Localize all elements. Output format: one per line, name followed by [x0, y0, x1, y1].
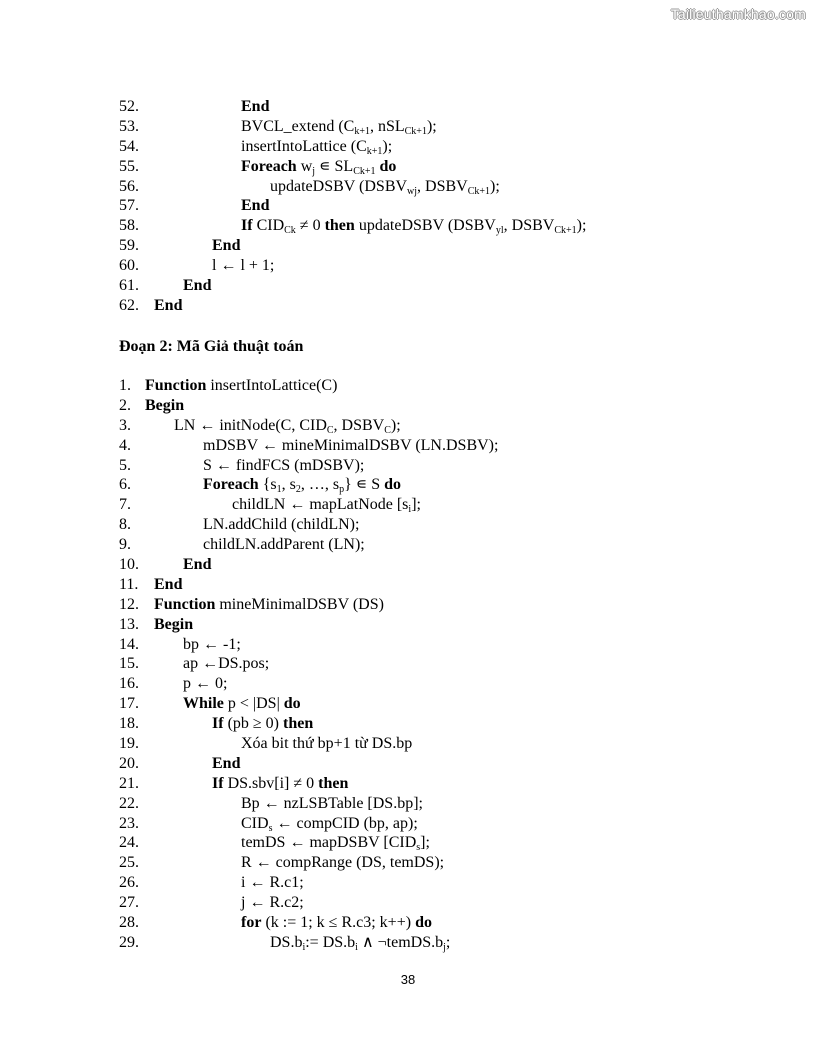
code-text [183, 654, 269, 674]
code-line [0, 694, 816, 714]
code-fragment: {s [258, 476, 277, 494]
code-fragment: childLN.addParent (LN); [203, 536, 365, 554]
code-fragment: mDSBV ← mineMinimalDSBV (LN.DSBV); [203, 436, 499, 454]
keyword: Function [145, 377, 207, 394]
keyword: End [154, 575, 183, 593]
subscript: 2 [295, 484, 301, 496]
line-number: 5. [119, 456, 131, 474]
code-fragment: j ← R.c2; [241, 894, 304, 912]
line-number: 62. [119, 296, 139, 314]
code-fragment: bp ← -1; [183, 635, 241, 653]
line-number: 13. [119, 615, 139, 633]
line-number: 24. [119, 834, 139, 852]
code-fragment: , nSL [369, 117, 405, 135]
line-number: 26. [119, 874, 139, 892]
code-fragment: S ← findFCS (mDSBV); [203, 456, 365, 474]
code-text [203, 535, 365, 555]
subscript: Ck+1 [554, 225, 577, 237]
code-text [241, 893, 304, 913]
code-fragment: ap ←DS.pos; [183, 655, 270, 673]
keyword: then [318, 774, 349, 792]
code-fragment: updateDSBV (DSBV [354, 217, 496, 235]
code-line [0, 714, 816, 734]
subscript: i [408, 504, 412, 516]
code-fragment: , DSBV [333, 416, 385, 434]
keyword: Begin [154, 615, 194, 633]
code-fragment: childLN ← mapLatNode [s [232, 496, 409, 514]
line-number: 53. [119, 117, 139, 135]
keyword: If [241, 217, 253, 235]
code-line [0, 456, 816, 476]
code-fragment: ]; [420, 834, 430, 852]
keyword: End [183, 556, 212, 574]
code-line [0, 236, 816, 256]
pseudocode-block-1 [0, 97, 816, 316]
code-fragment: ← compCID (bp, ap); [272, 814, 418, 832]
code-line [0, 794, 816, 814]
code-text [241, 157, 396, 177]
code-text [241, 833, 430, 853]
code-fragment: , s [281, 476, 296, 494]
subscript: Ck+1 [353, 165, 376, 177]
code-line [0, 256, 816, 276]
keyword: End [212, 237, 241, 255]
code-text [241, 137, 392, 157]
code-text [241, 794, 423, 814]
code-fragment: , DSBV [503, 217, 555, 235]
line-number: 54. [119, 137, 139, 155]
code-fragment: ∧ ¬temDS.b [357, 933, 444, 951]
subscript: s [268, 822, 273, 834]
subscript: s [416, 842, 421, 854]
code-text [203, 456, 364, 476]
code-fragment: , …, s [300, 476, 340, 494]
code-fragment: R ← compRange (DS, temDS); [241, 854, 445, 872]
code-text [241, 117, 437, 137]
code-line [0, 196, 816, 216]
code-line [0, 276, 816, 296]
code-fragment: ); [490, 177, 500, 195]
code-text [183, 674, 227, 694]
line-number: 57. [119, 197, 139, 215]
line-number: 9. [119, 536, 131, 554]
code-fragment: w [296, 157, 313, 175]
code-text [241, 196, 269, 216]
code-text [270, 177, 500, 197]
line-number: 7. [119, 496, 131, 514]
line-number: 10. [119, 556, 139, 574]
code-line [0, 157, 816, 177]
line-number: 29. [119, 933, 139, 951]
keyword: do [415, 914, 432, 932]
line-number: 2. [119, 396, 131, 414]
code-text [154, 595, 384, 615]
line-number: 20. [119, 754, 139, 772]
code-text [212, 256, 274, 276]
code-text [212, 236, 240, 256]
code-line [0, 515, 816, 535]
line-number: 28. [119, 914, 139, 932]
line-number: 61. [119, 277, 139, 295]
code-line [0, 216, 816, 236]
code-fragment: p < |DS| [223, 695, 284, 713]
subscript: k+1 [366, 145, 383, 157]
code-text [183, 555, 211, 575]
line-number: 4. [119, 436, 131, 454]
code-text [241, 913, 432, 933]
subscript: Ck+1 [467, 185, 491, 197]
code-line [0, 654, 816, 674]
code-text [212, 774, 348, 794]
line-number: 18. [119, 715, 139, 733]
code-fragment: ); [426, 117, 437, 135]
code-fragment: Bp ← nzLSBTable [DS.bp]; [241, 794, 423, 812]
code-fragment: BVCL_extend (C [241, 117, 355, 135]
code-line [0, 495, 816, 515]
code-fragment: CID [252, 217, 285, 235]
code-text [241, 814, 418, 834]
keyword: then [324, 217, 355, 235]
keyword: then [283, 715, 314, 733]
line-number: 23. [119, 814, 139, 832]
subscript: yl [495, 225, 504, 237]
keyword: for [241, 914, 262, 932]
code-line [0, 296, 816, 316]
keyword: Foreach [241, 157, 297, 175]
code-fragment: insertIntoLattice(C) [206, 377, 338, 394]
code-fragment: } ∊ S [344, 476, 385, 494]
code-text [203, 515, 359, 535]
code-fragment: ); [390, 416, 401, 434]
keyword: Begin [145, 396, 185, 414]
code-line [0, 635, 816, 655]
code-fragment: ≠ 0 [295, 217, 325, 235]
code-text [154, 296, 182, 316]
line-number: 14. [119, 635, 139, 653]
code-fragment: DS.sbv[i] ≠ 0 [223, 774, 319, 792]
keyword: Foreach [203, 476, 259, 494]
code-line [0, 595, 816, 615]
code-text [174, 416, 401, 436]
line-number: 58. [119, 217, 139, 235]
subscript: wj [407, 185, 418, 197]
subscript: j [312, 165, 316, 177]
code-line [0, 833, 816, 853]
line-number: 17. [119, 695, 139, 713]
line-number: 22. [119, 794, 139, 812]
code-line [0, 475, 816, 495]
code-text [145, 376, 337, 396]
code-text [203, 436, 498, 456]
code-line [0, 893, 816, 913]
page-number: 38 [400, 972, 416, 987]
subscript: k+1 [354, 125, 370, 137]
code-text [212, 754, 240, 774]
code-fragment: insertIntoLattice (C [241, 137, 367, 155]
keyword: If [212, 774, 224, 792]
code-fragment: ); [382, 137, 393, 155]
keyword: While [183, 695, 224, 713]
watermark: Tailieuthamkhao.com [670, 6, 806, 22]
subscript: i [302, 941, 306, 953]
code-text [241, 734, 412, 754]
code-text [154, 615, 193, 635]
keyword: do [384, 476, 402, 494]
subscript: Ck [284, 225, 296, 237]
keyword: End [212, 754, 241, 772]
keyword: End [241, 197, 270, 215]
code-line [0, 137, 816, 157]
code-fragment: (pb ≥ 0) [223, 715, 283, 733]
code-line [0, 416, 816, 436]
code-text [270, 933, 450, 953]
code-text [183, 694, 301, 714]
line-number: 55. [119, 157, 139, 175]
code-fragment: CID [241, 814, 269, 832]
keyword: do [283, 695, 301, 713]
code-fragment: updateDSBV (DSBV [270, 177, 408, 195]
code-line [0, 754, 816, 774]
code-line [0, 97, 816, 117]
code-fragment: (k := 1; k ≤ R.c3; k++) [261, 914, 416, 932]
code-fragment: ); [576, 217, 587, 235]
keyword: do [379, 157, 397, 175]
code-line [0, 535, 816, 555]
line-number: 16. [119, 675, 139, 693]
keyword: End [183, 277, 212, 295]
line-number: 3. [119, 416, 131, 434]
subscript: 1 [276, 484, 282, 496]
subscript: j [443, 941, 446, 953]
code-line [0, 615, 816, 635]
code-fragment: l ← l + 1; [212, 257, 275, 275]
pseudocode-block-2 [0, 376, 816, 953]
line-number: 56. [119, 177, 139, 195]
line-number: 19. [119, 735, 139, 753]
code-text [241, 853, 444, 873]
code-fragment: , DSBV [417, 177, 468, 195]
line-number: 21. [119, 774, 139, 792]
line-number: 15. [119, 655, 139, 673]
code-fragment: ∊ SL [315, 157, 354, 175]
code-fragment: i ← R.c1; [241, 874, 304, 892]
code-fragment: LN ← initNode(C, CID [174, 416, 327, 434]
line-number: 12. [119, 595, 139, 613]
code-fragment: DS.b [270, 933, 303, 951]
code-text [232, 495, 421, 515]
line-number: 27. [119, 894, 139, 912]
code-line [0, 933, 816, 953]
subscript: i [355, 941, 358, 953]
line-number: 8. [119, 516, 131, 534]
line-number: 11. [119, 575, 139, 593]
code-text [241, 216, 586, 236]
code-fragment: mineMinimalDSBV (DS) [215, 595, 384, 613]
subscript: p [339, 484, 345, 496]
keyword: If [212, 715, 224, 733]
line-number: 6. [119, 476, 131, 494]
code-fragment: ; [445, 933, 451, 951]
code-line [0, 674, 816, 694]
code-text [145, 396, 184, 416]
subscript: C [326, 424, 334, 436]
code-text [183, 276, 211, 296]
code-fragment: p ← 0; [183, 675, 228, 693]
code-line [0, 853, 816, 873]
line-number: 60. [119, 257, 139, 275]
code-line [0, 774, 816, 794]
keyword: Function [154, 595, 216, 613]
code-line [0, 734, 816, 754]
code-line [0, 436, 816, 456]
code-line [0, 555, 816, 575]
code-line [0, 396, 816, 416]
code-line [0, 913, 816, 933]
code-text [241, 873, 304, 893]
code-text [183, 635, 241, 655]
code-text [203, 475, 401, 495]
code-fragment: ]; [411, 496, 421, 514]
code-fragment: LN.addChild (childLN); [203, 516, 360, 534]
code-text [154, 575, 182, 595]
subscript: Ck+1 [404, 125, 427, 137]
code-line [0, 117, 816, 137]
line-number: 52. [119, 98, 139, 115]
code-line [0, 376, 816, 396]
line-number: 59. [119, 237, 139, 255]
keyword: End [154, 296, 183, 314]
code-text [212, 714, 313, 734]
keyword: End [241, 98, 270, 115]
subscript: C [384, 424, 391, 436]
line-number: 25. [119, 854, 139, 872]
code-line [0, 814, 816, 834]
code-fragment: temDS ← mapDSBV [CID [241, 834, 417, 852]
code-fragment: Xóa bit thứ bp+1 từ DS.bp [241, 735, 413, 753]
code-line [0, 873, 816, 893]
code-text [241, 97, 269, 117]
code-line [0, 177, 816, 197]
code-line [0, 575, 816, 595]
code-fragment: := DS.b [305, 933, 356, 951]
line-number: 1. [119, 377, 131, 394]
section-heading: Đoạn 2: Mã Giả thuật toán [119, 338, 304, 355]
